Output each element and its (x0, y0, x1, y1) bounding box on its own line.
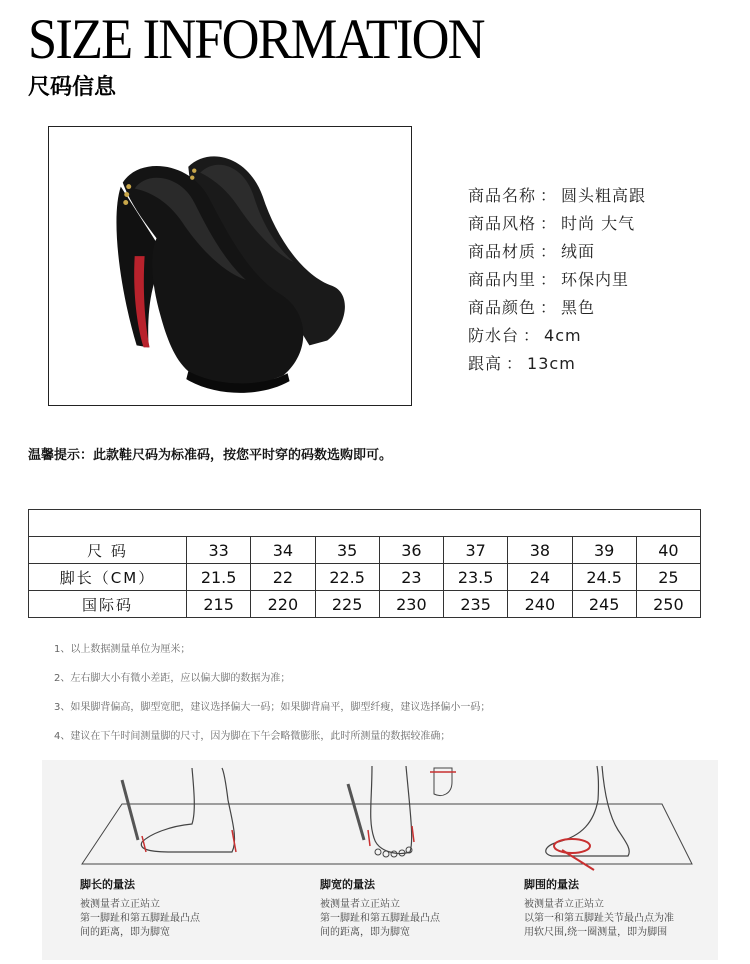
method-line: 第一脚趾和第五脚趾最凸点 (320, 913, 440, 924)
spec-row (468, 322, 738, 350)
black-platform-pumps-image (49, 127, 411, 405)
spec-separator: ： (540, 214, 558, 233)
measurement-diagram (42, 760, 718, 960)
note-item: 4、建议在下午时间测量脚的尺寸，因为脚在下午会略微膨胀，此时所测量的数据较准确； (54, 731, 451, 742)
spec-value: 4cm (544, 326, 582, 345)
method-title: 脚长的量法 (80, 878, 135, 891)
table-cell: 220 (251, 591, 315, 618)
table-row (29, 537, 701, 564)
spec-row (468, 266, 738, 294)
spec-value: 绒面 (561, 242, 596, 261)
row-header: 尺 码 (29, 537, 187, 564)
table-cell: 39 (572, 537, 636, 564)
product-spec-list (468, 182, 738, 378)
spec-row (468, 238, 738, 266)
spec-value: 13cm (527, 354, 576, 373)
method-line: 间的距离，即为脚宽 (320, 927, 410, 938)
table-blank-row (29, 510, 701, 537)
spec-row (468, 294, 738, 322)
table-cell: 40 (636, 537, 700, 564)
spec-label: 商品颜色 (468, 298, 537, 317)
table-cell: 215 (187, 591, 251, 618)
method-line: 被测量者立正站立 (80, 899, 160, 910)
table-cell: 22 (251, 564, 315, 591)
spec-value: 时尚 大气 (561, 214, 636, 233)
table-cell: 25 (636, 564, 700, 591)
notes-list (54, 640, 734, 756)
table-cell: 24 (508, 564, 572, 591)
table-cell: 36 (379, 537, 443, 564)
table-cell: 37 (444, 537, 508, 564)
spec-label: 跟高 (468, 354, 503, 373)
table-cell: 230 (379, 591, 443, 618)
method-line: 间的距离，即为脚宽 (80, 927, 170, 938)
table-cell: 33 (187, 537, 251, 564)
method-line: 用软尺围,绕一圈测量，即为脚围 (524, 927, 668, 938)
product-photo (48, 126, 412, 406)
spec-label: 商品名称 (468, 186, 537, 205)
spec-value: 环保内里 (561, 270, 630, 289)
spec-label: 商品风格 (468, 214, 537, 233)
spec-row (468, 350, 738, 378)
table-cell: 38 (508, 537, 572, 564)
size-tip: 温馨提示：此款鞋尺码为标准码，按您平时穿的码数选购即可。 (28, 448, 393, 463)
spec-separator: ： (523, 326, 541, 345)
method-line: 以第一和第五脚趾关节最凸点为准 (524, 913, 674, 924)
table-cell: 22.5 (315, 564, 379, 591)
note-item: 1、以上数据测量单位为厘米； (54, 644, 191, 655)
spec-label: 商品材质 (468, 242, 537, 261)
method-title: 脚围的量法 (524, 878, 579, 891)
method-title: 脚宽的量法 (320, 878, 375, 891)
table-cell: 225 (315, 591, 379, 618)
foot-measurement-illustration (42, 760, 718, 880)
size-table (28, 509, 701, 618)
page-title: SIZE INFORMATION (28, 8, 484, 71)
foot-width-method (320, 876, 520, 940)
spec-separator: ： (540, 186, 558, 205)
spec-separator: ： (540, 242, 558, 261)
spec-separator: ： (540, 298, 558, 317)
spec-row (468, 182, 738, 210)
spec-value: 黑色 (561, 298, 596, 317)
spec-value: 圆头粗高跟 (561, 186, 647, 205)
table-cell (29, 510, 701, 537)
table-row (29, 591, 701, 618)
spec-row (468, 210, 738, 238)
page-subtitle: 尺码信息 (28, 75, 117, 100)
method-line: 第一脚趾和第五脚趾最凸点 (80, 913, 200, 924)
row-header: 国际码 (29, 591, 187, 618)
table-cell: 21.5 (187, 564, 251, 591)
spec-label: 商品内里 (468, 270, 537, 289)
row-header: 脚长（CM） (29, 564, 187, 591)
table-cell: 34 (251, 537, 315, 564)
method-line: 被测量者立正站立 (320, 899, 400, 910)
table-cell: 250 (636, 591, 700, 618)
spec-label: 防水台 (468, 326, 520, 345)
table-cell: 23.5 (444, 564, 508, 591)
table-row (29, 564, 701, 591)
table-cell: 245 (572, 591, 636, 618)
foot-length-method (80, 876, 280, 940)
table-cell: 240 (508, 591, 572, 618)
foot-girth-method (524, 876, 724, 940)
note-item: 2、左右脚大小有微小差距，应以偏大脚的数据为准； (54, 673, 291, 684)
spec-separator: ： (540, 270, 558, 289)
spec-separator: ： (506, 354, 524, 373)
table-cell: 24.5 (572, 564, 636, 591)
method-line: 被测量者立正站立 (524, 899, 604, 910)
table-cell: 35 (315, 537, 379, 564)
table-cell: 235 (444, 591, 508, 618)
table-cell: 23 (379, 564, 443, 591)
note-item: 3、如果脚背偏高，脚型宽肥，建议选择偏大一码；如果脚背扁平，脚型纤瘦，建议选择偏小一码； (54, 702, 491, 713)
